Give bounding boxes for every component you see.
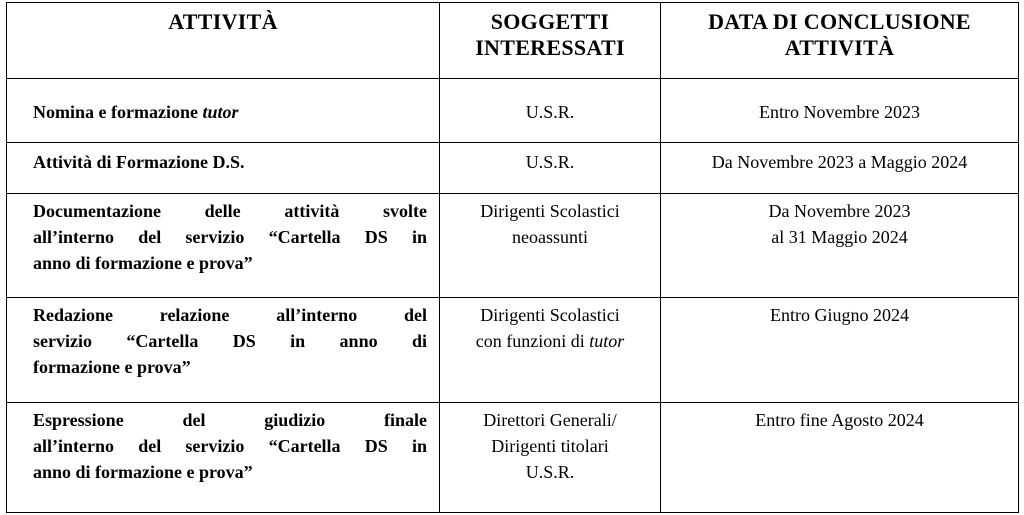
date-line: Da Novembre 2023 xyxy=(768,201,911,221)
date-cell xyxy=(661,403,1019,513)
subjects-line xyxy=(440,328,660,354)
date-cell xyxy=(661,79,1019,143)
activity-cell xyxy=(7,79,440,143)
subjects-line: U.S.R. xyxy=(525,152,575,172)
activity-line xyxy=(33,99,427,125)
activity-line: servizio “Cartella DS in anno di xyxy=(33,331,427,351)
subjects-line: neoassunti xyxy=(512,227,588,247)
activity-cell xyxy=(7,298,440,403)
subjects-line: U.S.R. xyxy=(525,462,575,482)
table-row xyxy=(7,403,1019,513)
header-date-line2: ATTIVITÀ xyxy=(784,35,895,60)
header-activity-text: ATTIVITÀ xyxy=(168,9,278,34)
subjects-line: Dirigenti titolari xyxy=(491,436,609,456)
subjects-line: U.S.R. xyxy=(525,102,575,122)
activity-line: all’interno del servizio “Cartella DS in xyxy=(33,436,427,456)
table-header-row xyxy=(7,3,1019,79)
subjects-cell xyxy=(440,403,661,513)
activity-cell xyxy=(7,194,440,298)
activity-line: Espressione del giudizio finale xyxy=(33,410,427,430)
subjects-line: Direttori Generali/ xyxy=(483,410,617,430)
date-cell xyxy=(661,298,1019,403)
activity-line: anno di formazione e prova” xyxy=(33,462,253,482)
subjects-cell xyxy=(440,298,661,403)
activity-cell xyxy=(7,143,440,194)
table-row xyxy=(7,79,1019,143)
activity-line: Attività di Formazione D.S. xyxy=(33,152,245,172)
subjects-cell xyxy=(440,194,661,298)
header-date xyxy=(661,3,1019,79)
activity-line: Redazione relazione all’interno del xyxy=(33,305,427,325)
date-line: Entro Giugno 2024 xyxy=(770,305,909,325)
activity-italic: tutor xyxy=(202,102,239,122)
date-line: Entro fine Agosto 2024 xyxy=(755,410,924,430)
subjects-cell xyxy=(440,143,661,194)
date-line: Entro Novembre 2023 xyxy=(759,102,920,122)
activity-line: formazione e prova” xyxy=(33,357,191,377)
activity-text: Nomina e formazione xyxy=(33,102,203,122)
activities-table xyxy=(6,2,1019,513)
table-row xyxy=(7,194,1019,298)
header-subjects xyxy=(440,3,661,79)
header-activity xyxy=(7,3,440,79)
subjects-italic: tutor xyxy=(589,331,625,351)
date-cell xyxy=(661,143,1019,194)
activity-line: anno di formazione e prova” xyxy=(33,253,253,273)
activity-line: all’interno del servizio “Cartella DS in xyxy=(33,227,427,247)
table-row xyxy=(7,143,1019,194)
header-date-line1: DATA DI CONCLUSIONE xyxy=(708,9,971,34)
activity-line: Documentazione delle attività svolte xyxy=(33,201,427,221)
subjects-text: con funzioni di xyxy=(475,331,590,351)
subjects-line: Dirigenti Scolastici xyxy=(480,305,620,325)
date-line: al 31 Maggio 2024 xyxy=(771,227,908,247)
header-subjects-line1: SOGGETTI xyxy=(490,9,610,34)
date-line: Da Novembre 2023 a Maggio 2024 xyxy=(711,152,968,172)
table-row xyxy=(7,298,1019,403)
subjects-cell xyxy=(440,79,661,143)
header-subjects-line2: INTERESSATI xyxy=(475,35,625,60)
subjects-line: Dirigenti Scolastici xyxy=(480,201,620,221)
activity-cell xyxy=(7,403,440,513)
date-cell xyxy=(661,194,1019,298)
